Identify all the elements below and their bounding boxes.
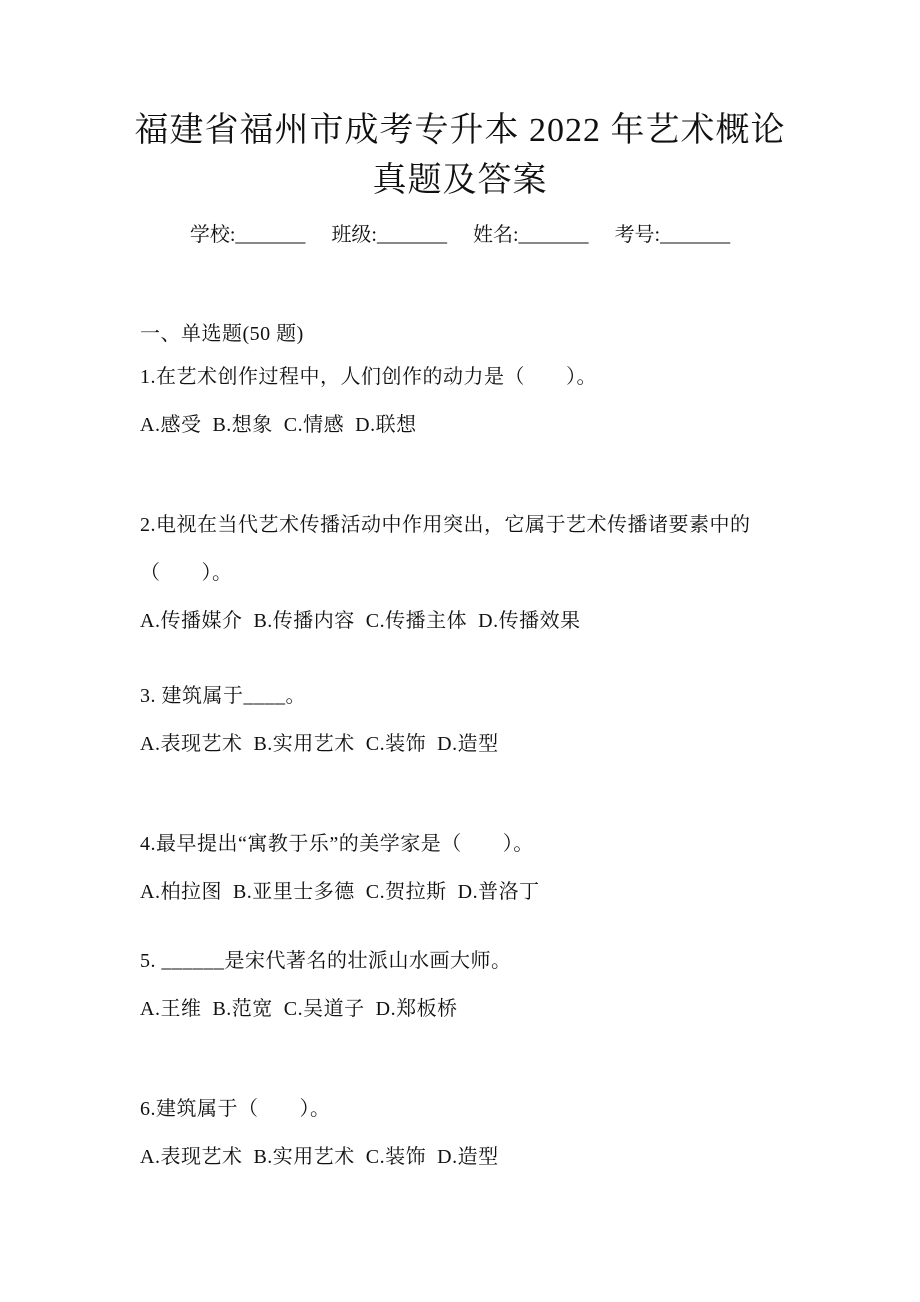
field-class: 班级:_______ [331,224,447,246]
question-3-options: A.表现艺术 B.实用艺术 C.装饰 D.造型 [140,733,499,755]
question-2-options: A.传播媒介 B.传播内容 C.传播主体 D.传播效果 [140,610,581,632]
question-2-text-continued: （ ）。 [140,562,233,584]
page-title [0,0,920,206]
question-2-text: 2.电视在当代艺术传播活动中作用突出，它属于艺术传播诸要素中的 [140,514,751,536]
question-4-text: 4.最早提出“寓教于乐”的美学家是（ ）。 [140,833,534,855]
question-6-options: A.表现艺术 B.实用艺术 C.装饰 D.造型 [140,1146,499,1168]
title-line-1: 福建省福州市成考专升本 2022 年艺术概论 [134,112,786,149]
field-school: 学校:_______ [189,224,306,246]
field-exam-number: 考号:_______ [614,224,731,246]
question-1-text: 1.在艺术创作过程中，人们创作的动力是（ ）。 [140,366,597,388]
field-student-name: 姓名:_______ [473,224,589,246]
question-6-text: 6.建筑属于（ ）。 [140,1098,331,1120]
student-info-row [0,220,920,250]
question-3-text: 3. 建筑属于____。 [140,685,306,707]
question-5-text: 5. ______是宋代著名的壮派山水画大师。 [140,950,512,972]
question-list [0,320,920,1171]
title-line-2: 真题及答案 [372,162,548,199]
section-heading: 一、单选题(50 题) [140,323,304,345]
question-1-options: A.感受 B.想象 C.情感 D.联想 [140,414,417,436]
question-4-options: A.柏拉图 B.亚里士多德 C.贺拉斯 D.普洛丁 [140,881,540,903]
question-5-options: A.王维 B.范宽 C.吴道子 D.郑板桥 [140,998,458,1020]
